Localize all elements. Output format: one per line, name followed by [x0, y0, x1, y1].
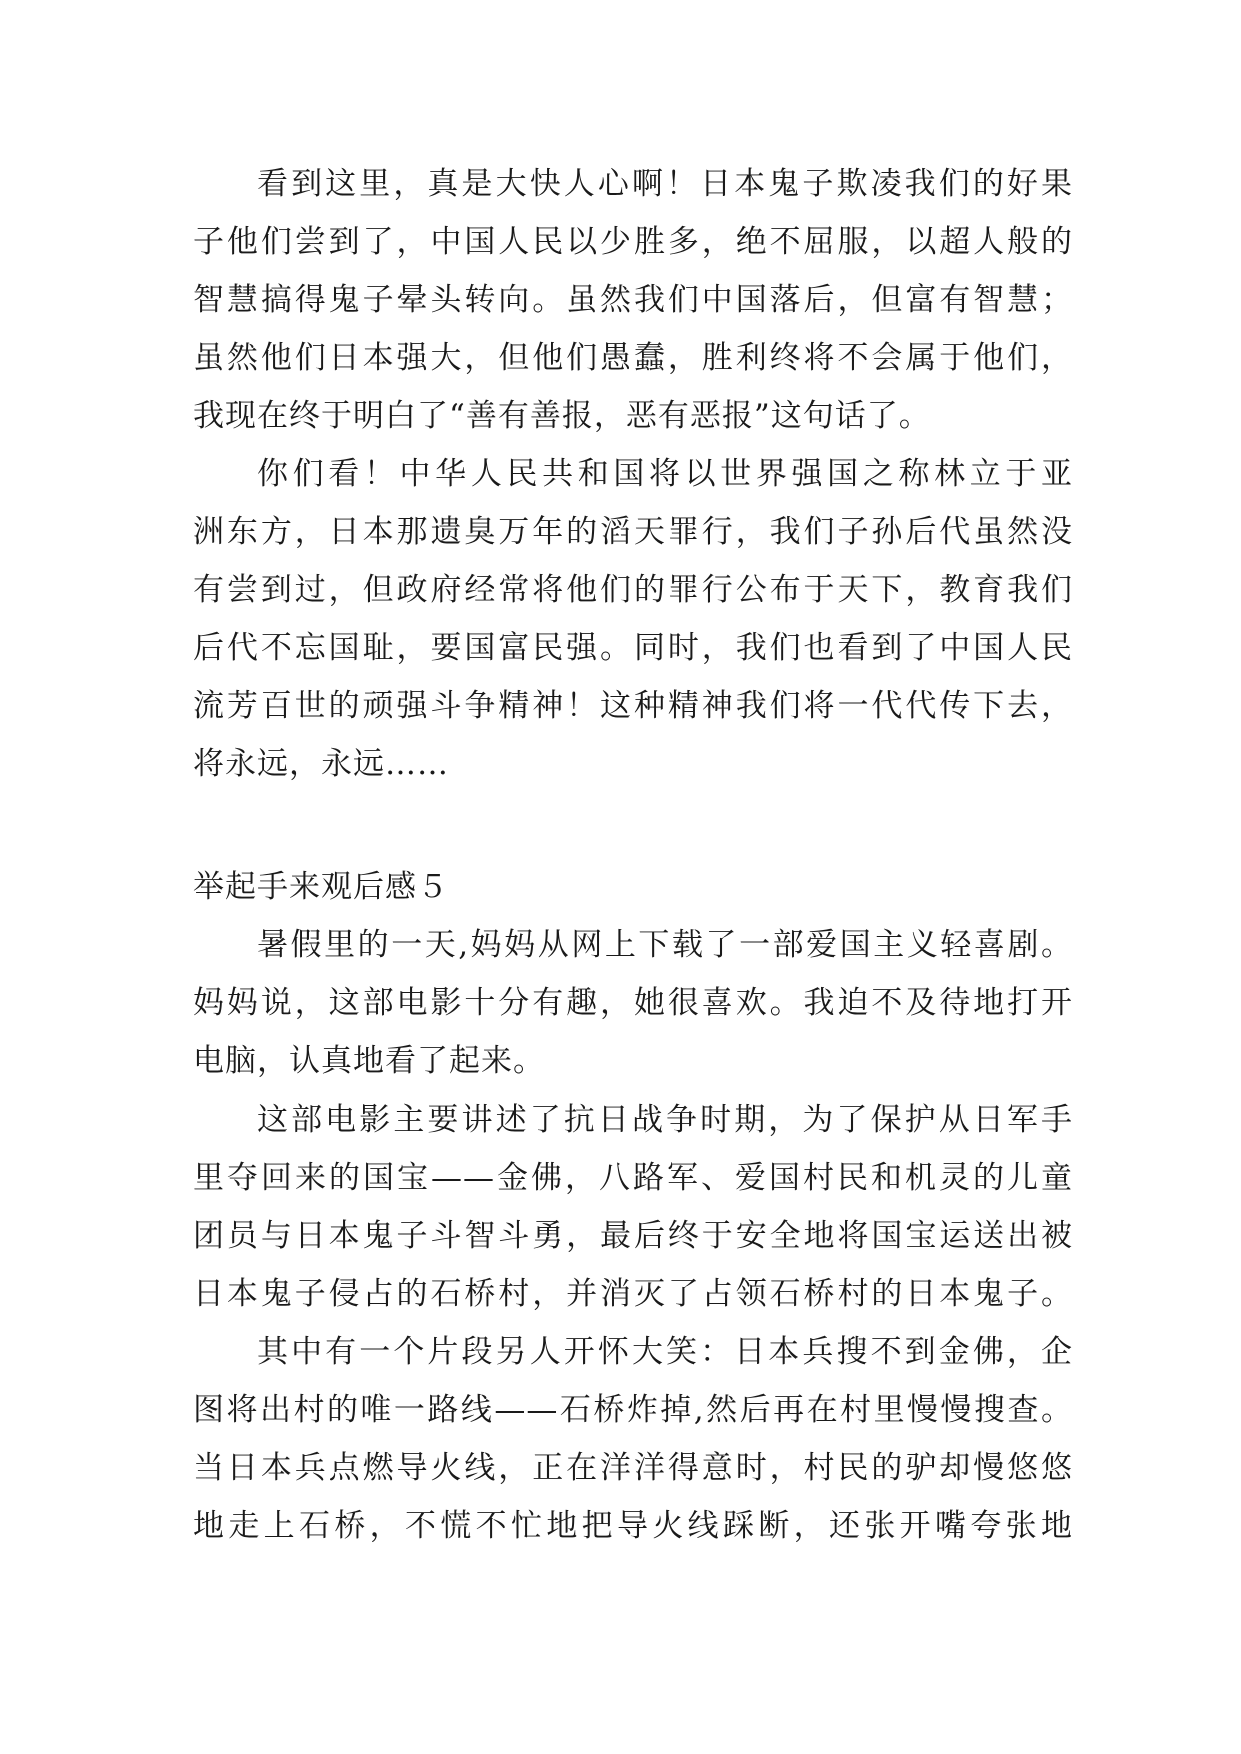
- text-line: 其中有一个片段另人开怀大笑：日本兵搜不到金佛，企: [257, 1334, 1073, 1370]
- text-line: 虽然他们日本强大，但他们愚蠢，胜利终将不会属于他们，: [193, 340, 1073, 376]
- section-title: 举起手来观后感５: [193, 869, 449, 905]
- text-line: 这部电影主要讲述了抗日战争时期，为了保护从日军手: [257, 1102, 1073, 1138]
- text-line: 子他们尝到了，中国人民以少胜多，绝不屈服，以超人般的: [193, 224, 1073, 260]
- text-line: 日本鬼子侵占的石桥村，并消灭了占领石桥村的日本鬼子。: [193, 1276, 1073, 1312]
- text-line: 图将出村的唯一路线——石桥炸掉,然后再在村里慢慢搜查。: [193, 1392, 1073, 1428]
- text-line: 智慧搞得鬼子晕头转向。虽然我们中国落后，但富有智慧；: [193, 282, 1073, 318]
- paragraph: [193, 1091, 1073, 1323]
- text-line: 里夺回来的国宝——金佛，八路军、爱国村民和机灵的儿童: [193, 1160, 1073, 1196]
- paragraph: [193, 445, 1073, 793]
- text-line: 看到这里，真是大快人心啊！日本鬼子欺凌我们的好果: [257, 166, 1073, 202]
- text-line: 你们看！中华人民共和国将以世界强国之称林立于亚: [257, 456, 1073, 492]
- paragraph: [193, 155, 1073, 445]
- text-line: 我现在终于明白了“善有善报，恶有恶报”这句话了。: [193, 398, 931, 434]
- text-line: 有尝到过，但政府经常将他们的罪行公布于天下，教育我们: [193, 572, 1073, 608]
- text-line: 团员与日本鬼子斗智斗勇，最后终于安全地将国宝运送出被: [193, 1218, 1073, 1254]
- text-line: 洲东方，日本那遗臭万年的滔天罪行，我们子孙后代虽然没: [193, 514, 1073, 550]
- text-line: 地走上石桥，不慌不忙地把导火线踩断，还张开嘴夸张地: [193, 1508, 1073, 1544]
- text-line: 流芳百世的顽强斗争精神！这种精神我们将一代代传下去，: [193, 688, 1073, 724]
- text-line: 当日本兵点燃导火线，正在洋洋得意时，村民的驴却慢悠悠: [193, 1450, 1073, 1486]
- text-line: 妈妈说，这部电影十分有趣，她很喜欢。我迫不及待地打开: [193, 985, 1073, 1021]
- paragraph: [193, 1323, 1073, 1555]
- paragraph: [193, 916, 1073, 1090]
- text-line: 暑假里的一天,妈妈从网上下载了一部爱国主义轻喜剧。: [257, 927, 1073, 963]
- text-line: 后代不忘国耻，要国富民强。同时，我们也看到了中国人民: [193, 630, 1073, 666]
- text-line: 将永远，永远……: [193, 746, 449, 782]
- text-line: 电脑，认真地看了起来。: [193, 1043, 545, 1079]
